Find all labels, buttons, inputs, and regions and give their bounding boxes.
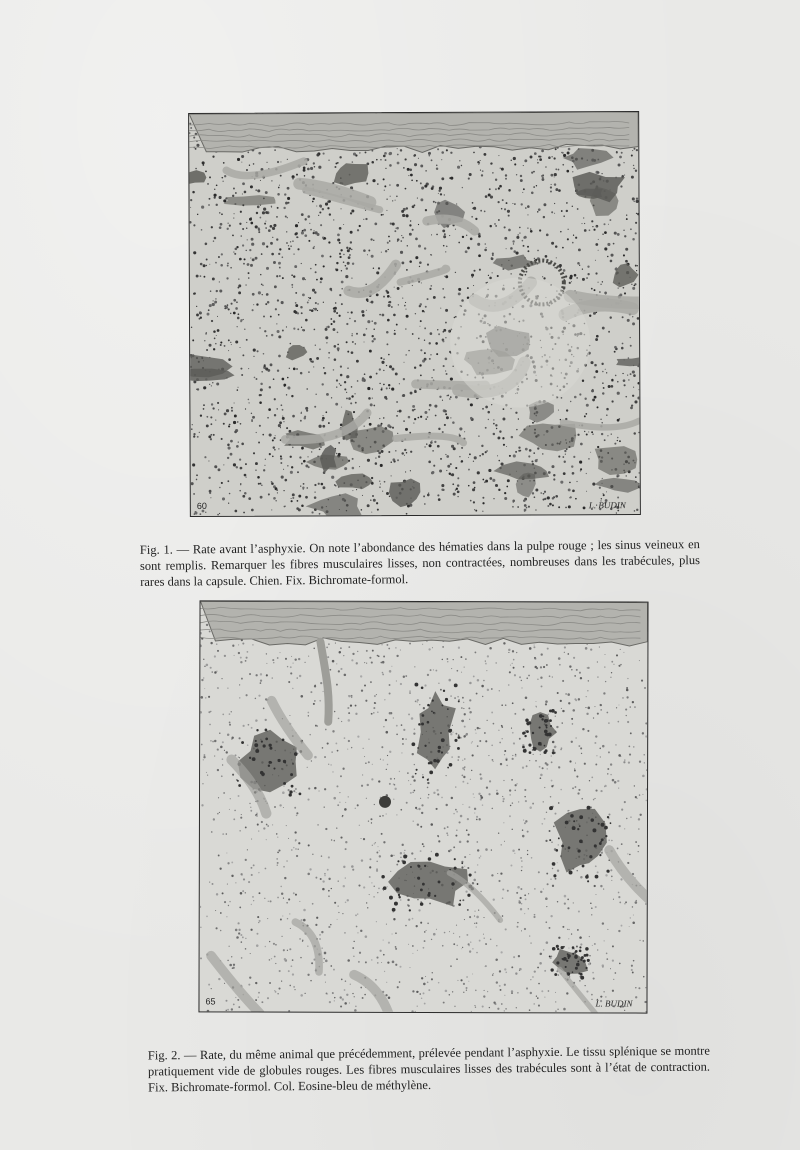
figure-2-plate-number: 65 xyxy=(205,996,216,1007)
figure-1-caption-text: Rate avant l’asphyxie. On note l’abondance des hématies dans la pulpe rouge ; les sinus veineux en sont remplis. Remarquer les fibres musculaires lisses, non contractées, nombreuses dans les trabécules, plus rares dans la capsule. Chien. Fix. Bichromate-formol. xyxy=(139,536,701,589)
figure-1-caption xyxy=(140,536,700,590)
figure-2-micrograph xyxy=(198,600,648,1013)
show-through-left xyxy=(70,300,150,900)
figure-1-label: Fig. 1. — xyxy=(139,541,190,557)
figure-2-caption-text: Rate, du même animal que précédemment, prélevée pendant l’asphyxie. Le tissu splénique se montre pratiquement vide de globules rouges. Les fibres musculaires lisses des trabécules sont à l’état de contraction. Fix. Bichromate-formol. Col. Eosine-bleu de méthylène. xyxy=(147,1043,711,1094)
figure-1-plate-number: 60 xyxy=(196,500,207,511)
figure-2-caption xyxy=(148,1042,710,1095)
spleen-section-during-asphyxia xyxy=(199,601,647,1012)
show-through-right xyxy=(700,110,780,450)
figure-1-micrograph xyxy=(188,111,641,517)
figure-1-signature: L. BUDIN xyxy=(588,500,626,511)
spleen-section-before-asphyxia xyxy=(189,112,640,516)
figure-2-signature: L. BUDIN xyxy=(595,998,633,1009)
figure-2-label: Fig. 2. — xyxy=(147,1047,197,1062)
